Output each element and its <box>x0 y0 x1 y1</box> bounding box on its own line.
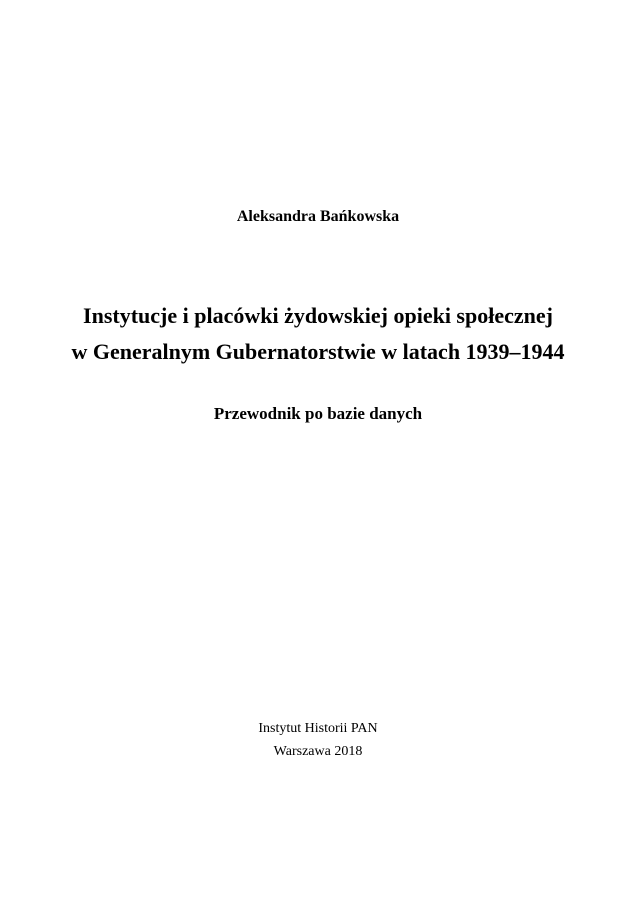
publisher-name: Instytut Historii PAN <box>258 721 378 736</box>
book-title-line-1: Instytucje i placówki żydowskiej opieki społecznej <box>83 303 553 328</box>
author-name: Aleksandra Bańkowska <box>236 208 400 225</box>
publication-place-year: Warszawa 2018 <box>273 744 363 759</box>
book-title-line-2: w Generalnym Gubernatorstwie w latach 1939–1944 <box>71 339 565 364</box>
book-subtitle: Przewodnik po bazie danych <box>213 404 423 423</box>
